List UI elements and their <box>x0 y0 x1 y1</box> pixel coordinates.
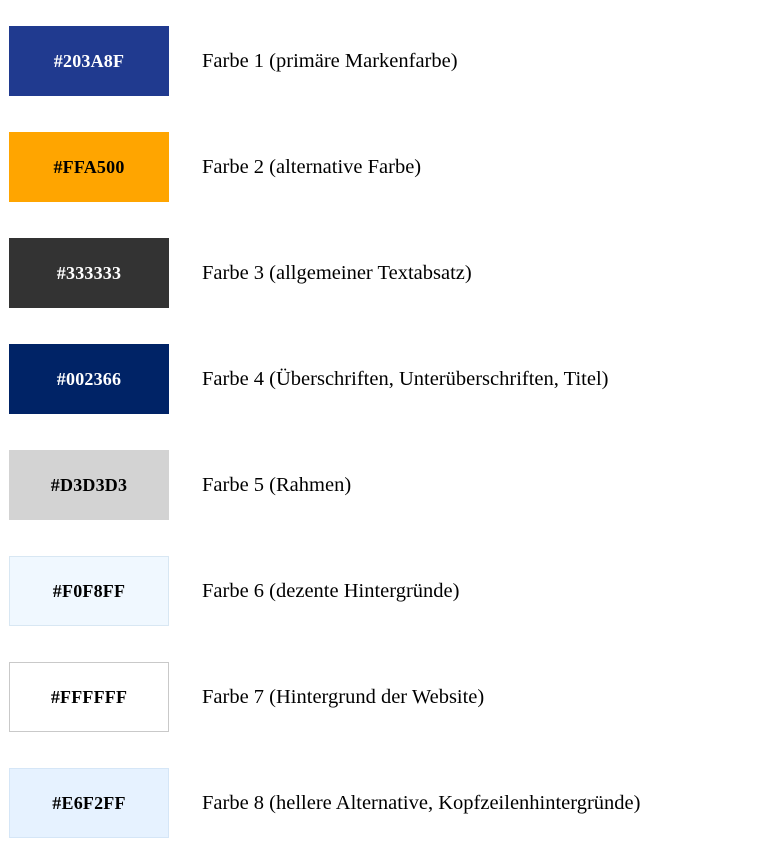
color-swatch-row <box>0 538 776 644</box>
color-hex-code: #203A8F <box>53 50 125 71</box>
color-swatch <box>9 344 169 414</box>
color-description: Farbe 2 (alternative Farbe) <box>202 155 422 178</box>
color-swatch <box>9 450 169 520</box>
color-description: Farbe 7 (Hintergrund der Website) <box>202 685 485 708</box>
color-swatch <box>9 132 169 202</box>
color-hex-code: #D3D3D3 <box>50 474 128 495</box>
color-swatch <box>9 238 169 308</box>
color-swatch-row <box>0 220 776 326</box>
color-description: Farbe 5 (Rahmen) <box>202 473 352 496</box>
color-hex-code: #F0F8FF <box>52 580 126 601</box>
color-swatch-row <box>0 326 776 432</box>
color-hex-code: #333333 <box>56 262 122 283</box>
color-swatch-row <box>0 432 776 538</box>
color-description: Farbe 1 (primäre Markenfarbe) <box>202 49 458 72</box>
color-description: Farbe 6 (dezente Hintergründe) <box>202 579 460 602</box>
color-swatch-row <box>0 644 776 750</box>
color-hex-code: #FFA500 <box>53 156 125 177</box>
color-swatch-row <box>0 750 776 856</box>
color-swatch <box>9 556 169 626</box>
color-swatch <box>9 662 169 732</box>
color-description: Farbe 4 (Überschriften, Unterüberschriften, Titel) <box>202 367 609 390</box>
color-description: Farbe 8 (hellere Alternative, Kopfzeilenhintergründe) <box>202 791 641 814</box>
color-hex-code: #FFFFFF <box>50 686 128 707</box>
color-swatch <box>9 26 169 96</box>
color-hex-code: #002366 <box>56 368 122 389</box>
color-hex-code: #E6F2FF <box>52 792 126 813</box>
color-description: Farbe 3 (allgemeiner Textabsatz) <box>202 261 472 284</box>
color-swatch-row <box>0 114 776 220</box>
color-swatch <box>9 768 169 838</box>
color-swatch-row <box>0 8 776 114</box>
